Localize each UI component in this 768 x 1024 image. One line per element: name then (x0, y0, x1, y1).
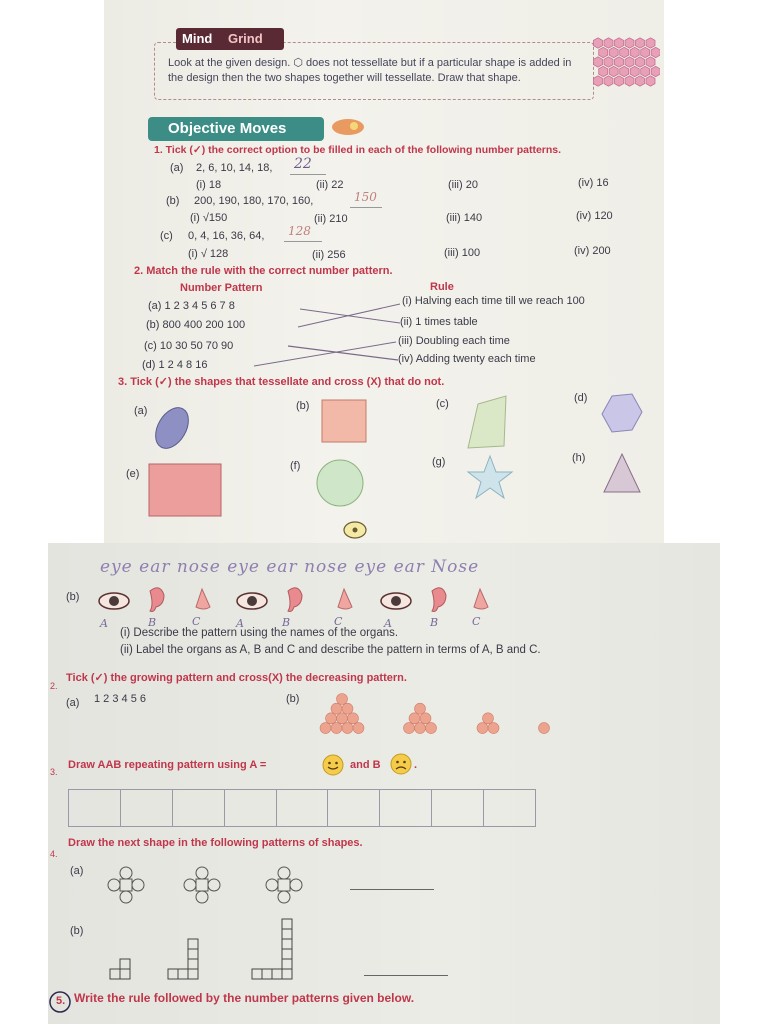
q2-rule-iv: (iv) Adding twenty each time (398, 353, 536, 365)
q1c-handwritten-answer: 128 (288, 224, 311, 238)
hexagon-tile (636, 38, 645, 48)
q4a-label: (a) (70, 865, 84, 877)
parallelogram-shape (468, 396, 506, 448)
nose-icon (196, 589, 210, 609)
q5-title: Write the rule followed by the number patterns given below. (74, 991, 415, 1005)
hexagon-tile (646, 57, 655, 67)
q2-title: Tick (✓) the growing pattern and cross(X) the decreasing pattern. (66, 672, 407, 684)
circle-cluster (404, 703, 437, 733)
q1c-opt2: (ii) 256 (312, 249, 346, 261)
hexagon-tile (615, 76, 624, 86)
hexagon-tile (625, 76, 634, 86)
shape-label-f: (f) (290, 460, 301, 472)
mind-grind-word1: Mind (182, 31, 213, 46)
shape-figure (266, 867, 302, 903)
ear-icon (432, 588, 446, 612)
q1a-blank (290, 174, 326, 175)
shape-label-h: (h) (572, 452, 586, 464)
shape-label-e: (e) (126, 468, 140, 480)
q1b-label: (b) (166, 195, 180, 207)
hexagon-tile (594, 57, 603, 67)
shape-label-d: (d) (574, 392, 588, 404)
mind-grind-word2: Grind (228, 31, 263, 46)
q1b-opt3: (iii) 140 (446, 212, 483, 224)
q2-matching-lines (104, 290, 664, 380)
hexagon-tile (615, 38, 624, 48)
q3-title: 3. Tick (✓) the shapes that tessellate and cross (X) that do not. (118, 376, 445, 388)
hexagon-tile (594, 38, 603, 48)
q1c-opt1: (i) √ 128 (188, 248, 229, 260)
grid-cell[interactable] (277, 790, 329, 826)
q1-title: 1. Tick (✓) the correct option to be filled in each of the following number patterns. (154, 144, 562, 156)
organ-letter-label: A (384, 617, 392, 630)
hexagon-tile (625, 57, 634, 67)
hexagon-tile (615, 57, 624, 67)
staircase-figure (168, 939, 198, 979)
nose-icon (338, 589, 352, 609)
hexagon-tile (594, 76, 603, 86)
circle-cluster (477, 713, 499, 734)
q3-title-prefix: Draw AAB repeating pattern using A = (68, 759, 267, 771)
q1b-opt4: (iv) 120 (576, 210, 613, 222)
textbook-page-bottom (48, 543, 720, 1024)
square-shape-e (149, 464, 221, 516)
q1-sub-ii: (ii) Label the organs as A, B and C and describe the pattern in terms of A, B and C. (120, 644, 541, 656)
shape-label-c: (c) (436, 398, 449, 410)
shape-figure (184, 867, 220, 903)
grid-cell[interactable] (380, 790, 432, 826)
grid-cell[interactable] (121, 790, 173, 826)
grid-cell[interactable] (69, 790, 121, 826)
q2-col-number-pattern: Number Pattern (180, 282, 263, 294)
q2-number: 2. (50, 681, 58, 691)
grid-cell[interactable] (173, 790, 225, 826)
mind-grind-text: Look at the given design. ⬡ does not tessellate but if a particular shape is added in the design then the two shapes together will tessellate. Draw that shape. (168, 57, 572, 84)
hexagon-tile (636, 76, 645, 86)
q4b-answer-blank[interactable] (364, 975, 448, 976)
oval-shape (149, 402, 195, 454)
q1a-handwritten-answer: 22 (294, 156, 312, 172)
staircase-figure (110, 959, 130, 979)
hexagon-tile (630, 66, 639, 76)
hexagon-tile (646, 76, 655, 86)
q1c-blank (284, 241, 322, 242)
q2-title: 2. Match the rule with the correct number pattern. (134, 265, 393, 277)
circle-square-pattern (98, 857, 448, 913)
hexagon-shape (602, 394, 642, 432)
eye-icon (381, 593, 411, 609)
hexagon-tile (641, 47, 650, 57)
organ-letter-label: B (430, 616, 439, 629)
q2a-label: (a) (66, 697, 80, 709)
q3-title-suffix: . (414, 759, 418, 771)
q3-number: 3. (50, 767, 58, 777)
hexagon-tile (599, 47, 608, 57)
square-staircase-pattern (108, 915, 338, 983)
q2b-label: (b) (286, 693, 300, 705)
q4a-answer-blank[interactable] (350, 889, 434, 890)
q1b-opt2: (ii) 210 (314, 213, 348, 225)
organ-letter-label: C (472, 615, 481, 628)
ear-icon (288, 588, 302, 612)
hexagon-tile (651, 66, 660, 76)
q2-rule-iii: (iii) Doubling each time (398, 335, 510, 347)
q1b-handwritten-answer: 150 (354, 190, 377, 204)
q1a-sequence: 2, 6, 10, 14, 18, (196, 162, 273, 174)
hexagon-tile (604, 76, 613, 86)
q1c-opt4: (iv) 200 (574, 245, 611, 257)
q1c-sequence: 0, 4, 16, 36, 64, (188, 230, 265, 242)
q1b-label: (b) (66, 591, 80, 603)
hexagon-tile (630, 47, 639, 57)
smiley-face-icon (322, 754, 344, 776)
shape-label-b: (b) (296, 400, 310, 412)
circle-cluster (320, 694, 364, 734)
shape-label-a: (a) (134, 405, 148, 417)
q5-number: 5. (56, 995, 66, 1007)
q3-title-mid: and B (350, 759, 381, 771)
objective-moves-title: Objective Moves (168, 120, 287, 137)
grid-cell[interactable] (225, 790, 277, 826)
q1b-sequence: 200, 190, 180, 170, 160, (194, 195, 314, 207)
aab-pattern-grid[interactable] (68, 789, 536, 827)
page-corner-badge-icon (342, 520, 368, 540)
grid-cell[interactable] (432, 790, 484, 826)
grid-cell[interactable] (328, 790, 380, 826)
hexagon-tile (636, 57, 645, 67)
textbook-page-top (104, 0, 664, 543)
hexagon-tile (651, 47, 660, 57)
organ-letter-label: C (192, 615, 201, 628)
q1a-opt2: (ii) 22 (316, 179, 344, 191)
q2-col-rule: Rule (430, 281, 454, 293)
organ-letter-label: A (236, 617, 244, 630)
q4b-label: (b) (70, 925, 84, 937)
q2-pattern-c: (c) 10 30 50 70 90 (144, 340, 234, 352)
hexagon-tile (646, 38, 655, 48)
eye-icon (99, 593, 129, 609)
q4-title: Draw the next shape in the following patterns of shapes. (68, 837, 363, 849)
hexagon-tile (609, 66, 618, 76)
organ-letter-label: C (334, 615, 343, 628)
hexagon-tile (604, 38, 613, 48)
q1a-opt1: (i) 18 (196, 179, 222, 191)
sad-face-icon (390, 753, 412, 775)
q1a-label: (a) (170, 162, 184, 174)
objective-moves-banner (148, 117, 324, 141)
q1b-blank (350, 207, 382, 208)
shape-figure (108, 867, 144, 903)
staircase-figure (252, 919, 292, 979)
hexagon-tile (620, 66, 629, 76)
hexagon-tile (620, 47, 629, 57)
ear-icon (150, 588, 164, 612)
q2-rule-i: (i) Halving each time till we reach 100 (402, 295, 585, 307)
nose-icon (474, 589, 488, 609)
q1a-opt4: (iv) 16 (578, 177, 609, 189)
decreasing-circle-pattern (308, 693, 558, 745)
q2-pattern-a: (a) 1 2 3 4 5 6 7 8 (148, 300, 235, 312)
q1b-opt1: (i) √150 (190, 212, 228, 224)
mind-grind-badge (176, 28, 284, 50)
hexagon-tessellation-icon (590, 36, 660, 90)
q2-pattern-b: (b) 800 400 200 100 (146, 319, 246, 331)
organ-letter-label: B (282, 616, 291, 629)
circle-cluster (539, 723, 550, 734)
q1c-label: (c) (160, 230, 173, 242)
shape-label-g: (g) (432, 456, 446, 468)
hexagon-tile (625, 38, 634, 48)
organ-letter-label: A (100, 617, 108, 630)
organ-letter-label: B (148, 616, 157, 629)
grid-cell[interactable] (484, 790, 535, 826)
q2a-sequence: 1 2 3 4 5 6 (94, 693, 146, 705)
triangle-shape (604, 454, 640, 492)
handwritten-organ-names: eye ear nose eye ear nose eye ear Nose (100, 557, 480, 577)
hexagon-tile (609, 47, 618, 57)
circle-shape (317, 460, 363, 506)
star-shape (468, 456, 512, 498)
q4-number: 4. (50, 849, 58, 859)
q1a-opt3: (iii) 20 (448, 179, 478, 191)
hexagon-tile (599, 66, 608, 76)
square-shape-b (322, 400, 366, 442)
hexagon-tile (604, 57, 613, 67)
q1-sub-i: (i) Describe the pattern using the names of the organs. (120, 627, 399, 639)
q1c-opt3: (iii) 100 (444, 247, 481, 259)
hexagon-tile (641, 66, 650, 76)
q2-rule-ii: (ii) 1 times table (400, 316, 478, 328)
q2-pattern-d: (d) 1 2 4 8 16 (142, 359, 208, 371)
eye-icon (237, 593, 267, 609)
rocket-icon (328, 114, 368, 140)
q3-shapes (104, 380, 664, 543)
